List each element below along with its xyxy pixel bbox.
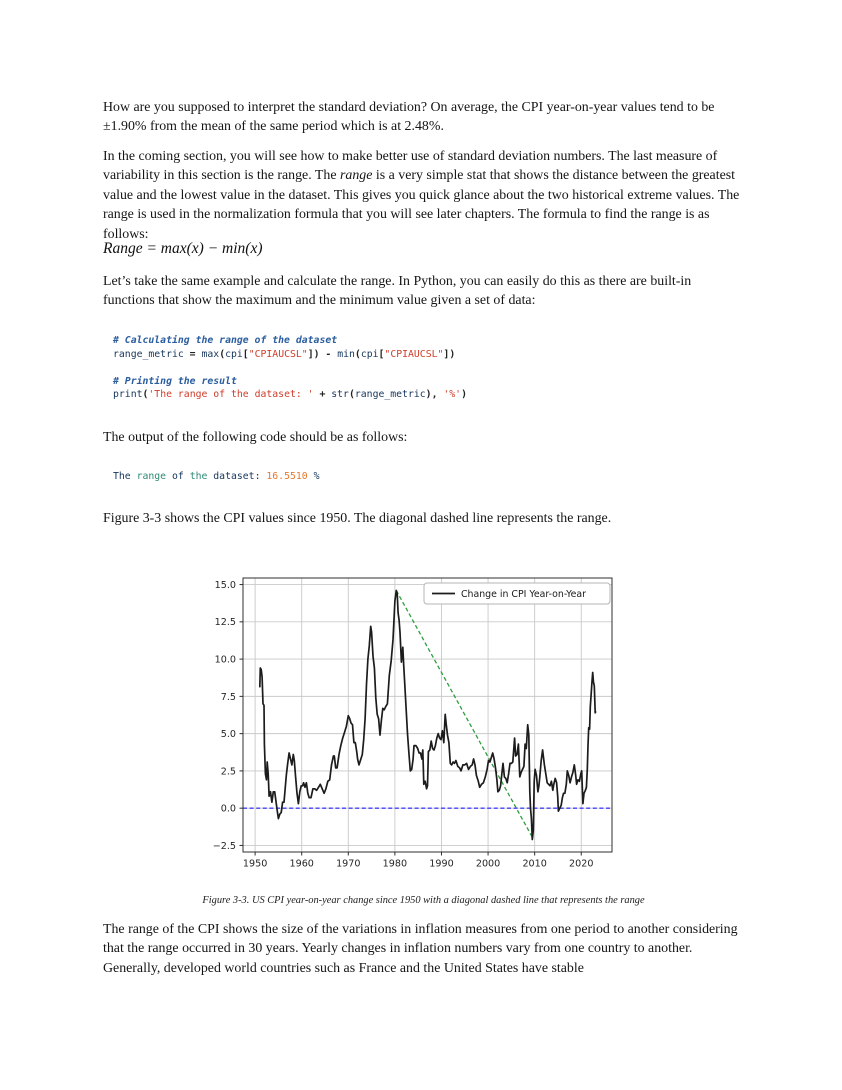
code-line bbox=[113, 348, 733, 362]
code-output-line bbox=[113, 470, 733, 484]
paragraph-std-deviation: How are you supposed to interpret the standard deviation? On average, the CPI year-on-year values tend to be ±1.90% from the mean of the same period which is at 2.48%. bbox=[103, 100, 715, 135]
series-range-diagonal bbox=[396, 591, 532, 838]
code-token: ) bbox=[461, 389, 467, 400]
code-token: range_metric bbox=[354, 389, 426, 400]
cpi-line-chart bbox=[198, 572, 622, 872]
y-tick-label: 0.0 bbox=[220, 803, 236, 815]
code-token: '%' bbox=[443, 389, 462, 400]
code-token: cpi bbox=[225, 348, 243, 360]
text-run: In the coming section, you will see how to make better use of standard deviation numbers. The last measure of variability in this section is the range. The bbox=[103, 149, 718, 184]
output-token: The bbox=[113, 471, 137, 482]
paragraph-range-intro bbox=[103, 147, 744, 244]
code-token: # Printing the result bbox=[113, 375, 237, 387]
code-token: , bbox=[431, 389, 444, 400]
italic-text-run: range bbox=[340, 168, 373, 184]
x-tick-label: 2010 bbox=[522, 858, 547, 870]
code-token: max bbox=[201, 348, 220, 360]
paragraph-range-discussion: The range of the CPI shows the size of the variations in inflation measures from one period to another considering that the range occurred in 30 years. Yearly changes in inflation numbers vary from one country to another. Generally, developed world countries such as France and the United States have stable bbox=[103, 922, 738, 976]
x-tick-label: 2020 bbox=[569, 858, 594, 870]
code-token: ] bbox=[307, 348, 314, 360]
code-token: [ bbox=[378, 348, 385, 360]
code-token: ] bbox=[443, 348, 450, 360]
y-tick-label: 5.0 bbox=[220, 729, 236, 741]
output-token: range bbox=[136, 471, 172, 482]
python-code-snippet bbox=[113, 334, 733, 402]
legend-label: Change in CPI Year-on-Year bbox=[461, 589, 586, 600]
y-tick-label: 2.5 bbox=[220, 766, 236, 778]
paragraph-python-example: Let’s take the same example and calculate the range. In Python, you can easily do this as there are built-in functions that show the maximum and the minimum value given a set of data: bbox=[103, 274, 692, 309]
y-tick-label: −2.5 bbox=[212, 840, 236, 852]
code-token: ( bbox=[348, 389, 355, 400]
code-token: ) bbox=[425, 389, 432, 400]
output-token: the bbox=[189, 471, 214, 482]
code-line bbox=[113, 375, 733, 389]
code-token: - bbox=[319, 348, 338, 360]
code-token: str bbox=[331, 389, 349, 400]
output-line bbox=[113, 470, 733, 484]
x-tick-label: 2000 bbox=[475, 858, 501, 870]
y-tick-label: 7.5 bbox=[220, 691, 236, 703]
text-run: is a very simple stat that shows the distance between the greatest value and the lowest value in the dataset. This gives you quick glance about the two historical extreme values. The range is used in the normalization formula that you will see later chapters. The formula to find the range is as follows: bbox=[103, 168, 740, 242]
code-token: print bbox=[113, 389, 143, 400]
paragraph-output-intro: The output of the following code should be as follows: bbox=[103, 430, 408, 445]
code-token: ( bbox=[354, 348, 361, 360]
x-tick-label: 1960 bbox=[289, 858, 314, 870]
code-token: = bbox=[183, 348, 202, 360]
code-token: + bbox=[313, 389, 332, 400]
y-tick-label: 10.0 bbox=[214, 654, 236, 666]
code-token: "CPIAUCSL" bbox=[248, 348, 308, 360]
output-token: dataset: bbox=[213, 471, 267, 482]
code-token: min bbox=[337, 348, 355, 360]
axes-spines bbox=[243, 578, 612, 852]
output-token: % bbox=[307, 471, 320, 482]
code-token: range_metric bbox=[113, 348, 184, 360]
paragraph-figure-intro: Figure 3-3 shows the CPI values since 1950. The diagonal dashed line represents the range. bbox=[103, 511, 612, 526]
x-tick-label: 1970 bbox=[336, 858, 361, 870]
y-tick-label: 15.0 bbox=[214, 579, 236, 591]
output-token: 16.5510 bbox=[266, 471, 308, 482]
range-formula: Range = max(x) − min(x) bbox=[103, 240, 263, 257]
code-line bbox=[113, 361, 733, 375]
code-line bbox=[113, 388, 733, 402]
figure-caption: Figure 3-3. US CPI year-on-year change since 1950 with a diagonal dashed line that represents the range bbox=[202, 895, 645, 906]
output-token: of bbox=[171, 471, 190, 482]
code-token: # Calculating the range of the dataset bbox=[113, 335, 338, 346]
code-token: ( bbox=[142, 389, 149, 400]
y-tick-label: 12.5 bbox=[214, 617, 236, 629]
code-line bbox=[113, 334, 733, 348]
code-token: [ bbox=[242, 348, 249, 360]
code-token: 'The range of the dataset: ' bbox=[148, 389, 314, 400]
x-tick-label: 1980 bbox=[382, 858, 408, 870]
x-tick-label: 1990 bbox=[429, 858, 454, 870]
code-token: ) bbox=[313, 348, 320, 360]
series-change-in-cpi-year-on-year bbox=[260, 591, 596, 840]
code-token: cpi bbox=[360, 348, 379, 360]
cpi-line-chart-svg bbox=[198, 572, 622, 872]
code-token: ) bbox=[449, 348, 456, 360]
code-token: ( bbox=[219, 348, 226, 360]
code-token: "CPIAUCSL" bbox=[384, 348, 444, 360]
x-tick-label: 1950 bbox=[242, 858, 268, 870]
